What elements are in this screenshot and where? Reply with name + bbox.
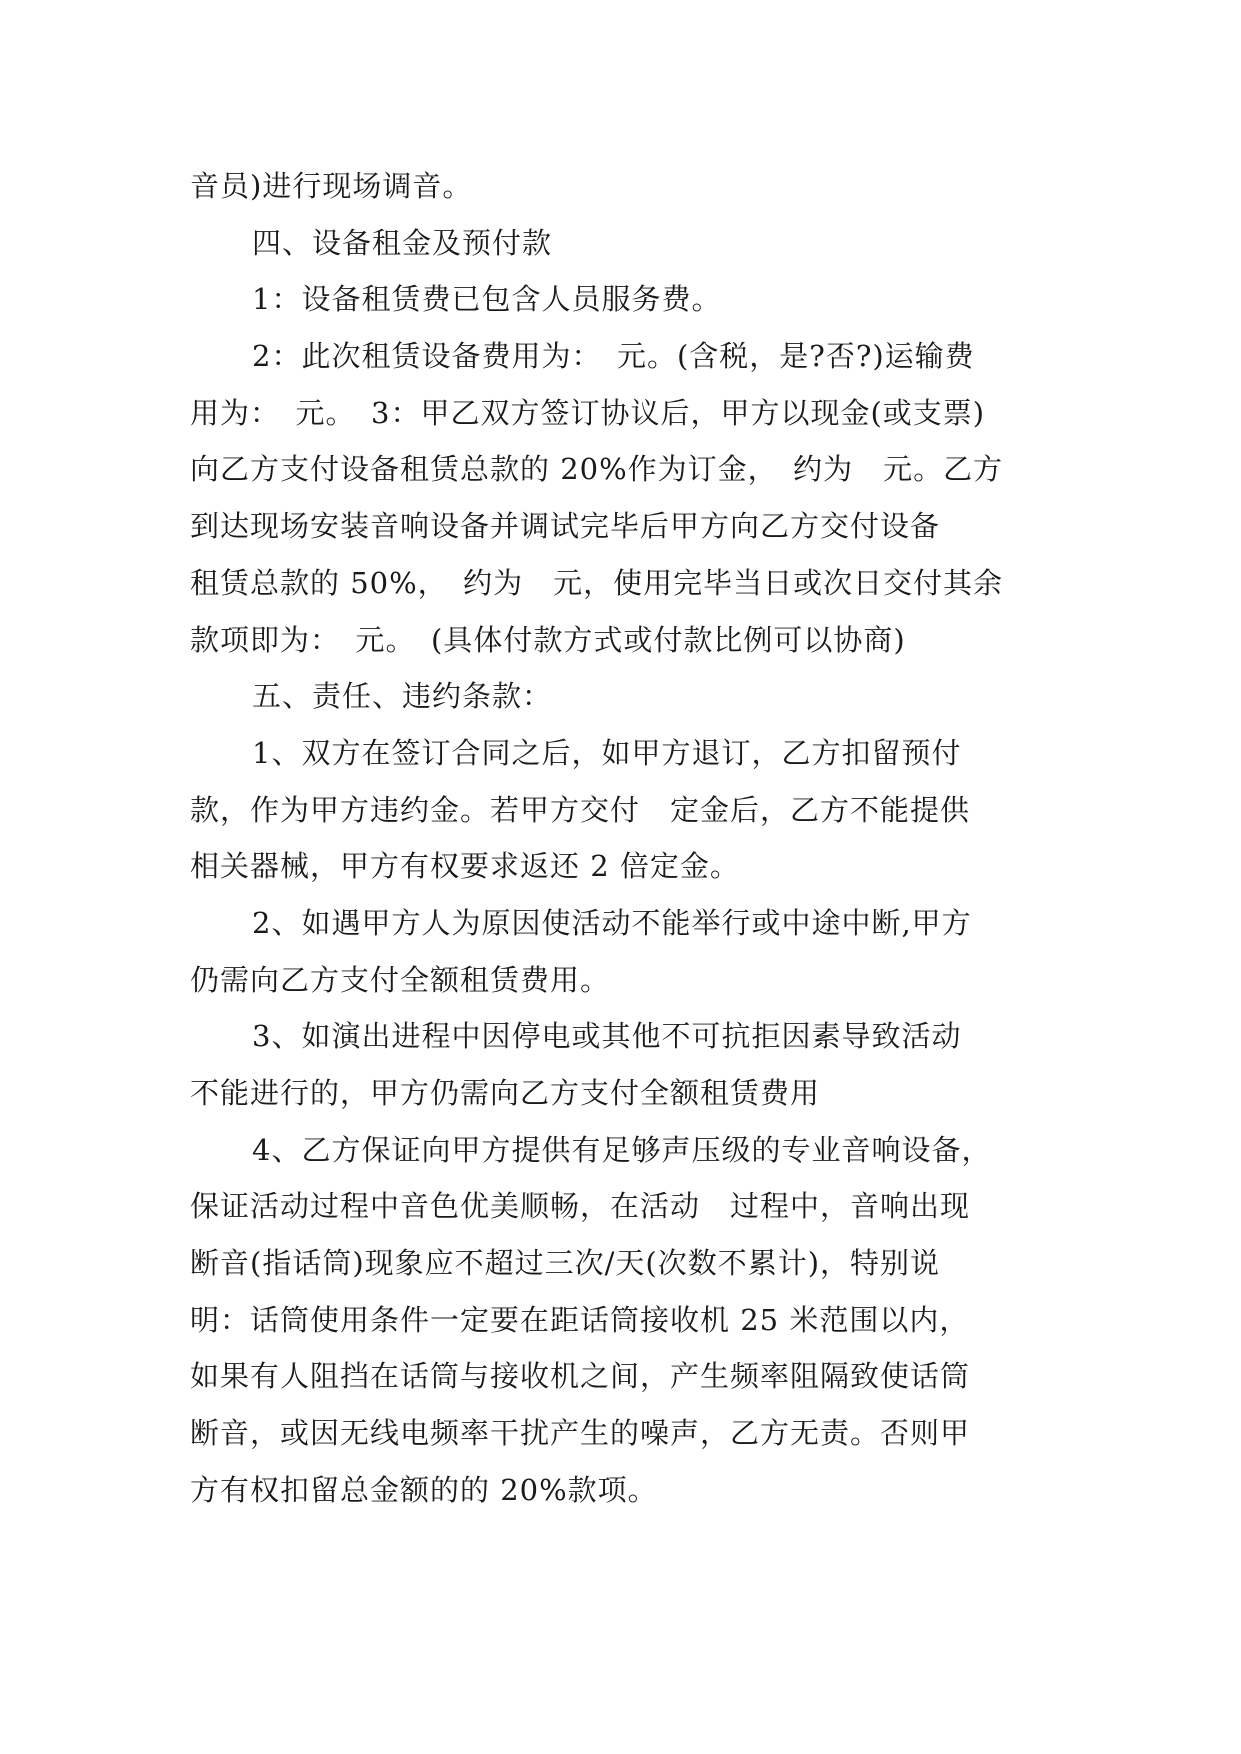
section-heading-rent: 四、设备租金及预付款 xyxy=(252,225,553,260)
text-line: 断音(指话筒)现象应不超过三次/天(次数不累计)，特别说 xyxy=(190,1246,941,1281)
text-line: 款，作为甲方违约金。若甲方交付 定金后，乙方不能提供 xyxy=(190,792,971,827)
text-line: 到达现场安装音响设备并调试完毕后甲方向乙方交付设备 xyxy=(190,509,941,544)
text-line: 3、如演出进程中因停电或其他不可抗拒因素导致活动 xyxy=(252,1019,962,1054)
text-line: 方有权扣留总金额的的 20%款项。 xyxy=(190,1472,658,1507)
text-line: 款项即为： 元。 (具体付款方式或付款比例可以协商) xyxy=(190,622,906,657)
document-body xyxy=(190,158,1070,1519)
text-line: 如果有人阻挡在话筒与接收机之间，产生频率阻隔致使话筒 xyxy=(190,1359,971,1394)
text-line: 4、乙方保证向甲方提供有足够声压级的专业音响设备， xyxy=(252,1132,992,1167)
text-line: 用为： 元。 3：甲乙双方签订协议后，甲方以现金(或支票) xyxy=(190,395,986,430)
text-line: 2、如遇甲方人为原因使活动不能举行或中途中断,甲方 xyxy=(252,905,972,940)
text-line: 向乙方支付设备租赁总款的 20%作为订金， 约为 元。乙方 xyxy=(190,452,1004,487)
text-line: 相关器械，甲方有权要求返还 2 倍定金。 xyxy=(190,849,740,884)
text-line: 2：此次租赁设备费用为： 元。(含税，是?否?)运输费 xyxy=(252,339,975,374)
text-line: 仍需向乙方支付全额租赁费用。 xyxy=(190,962,611,997)
text-line: 音员)进行现场调音。 xyxy=(190,169,473,203)
text-line: 1：设备租赁费已包含人员服务费。 xyxy=(252,282,722,317)
text-line: 租赁总款的 50%， 约为 元，使用完毕当日或次日交付其余 xyxy=(190,565,1004,600)
text-line: 断音，或因无线电频率干扰产生的噪声，乙方无责。否则甲 xyxy=(190,1416,971,1451)
text-line: 1、双方在签订合同之后，如甲方退订，乙方扣留预付 xyxy=(252,735,962,770)
text-line: 保证活动过程中音色优美顺畅，在活动 过程中，音响出现 xyxy=(190,1189,971,1224)
text-line: 明：话筒使用条件一定要在距话筒接收机 25 米范围以内， xyxy=(190,1302,970,1337)
text-line: 不能进行的，甲方仍需向乙方支付全额租赁费用 xyxy=(190,1076,821,1110)
section-heading-liability: 五、责任、违约条款： xyxy=(252,679,553,714)
